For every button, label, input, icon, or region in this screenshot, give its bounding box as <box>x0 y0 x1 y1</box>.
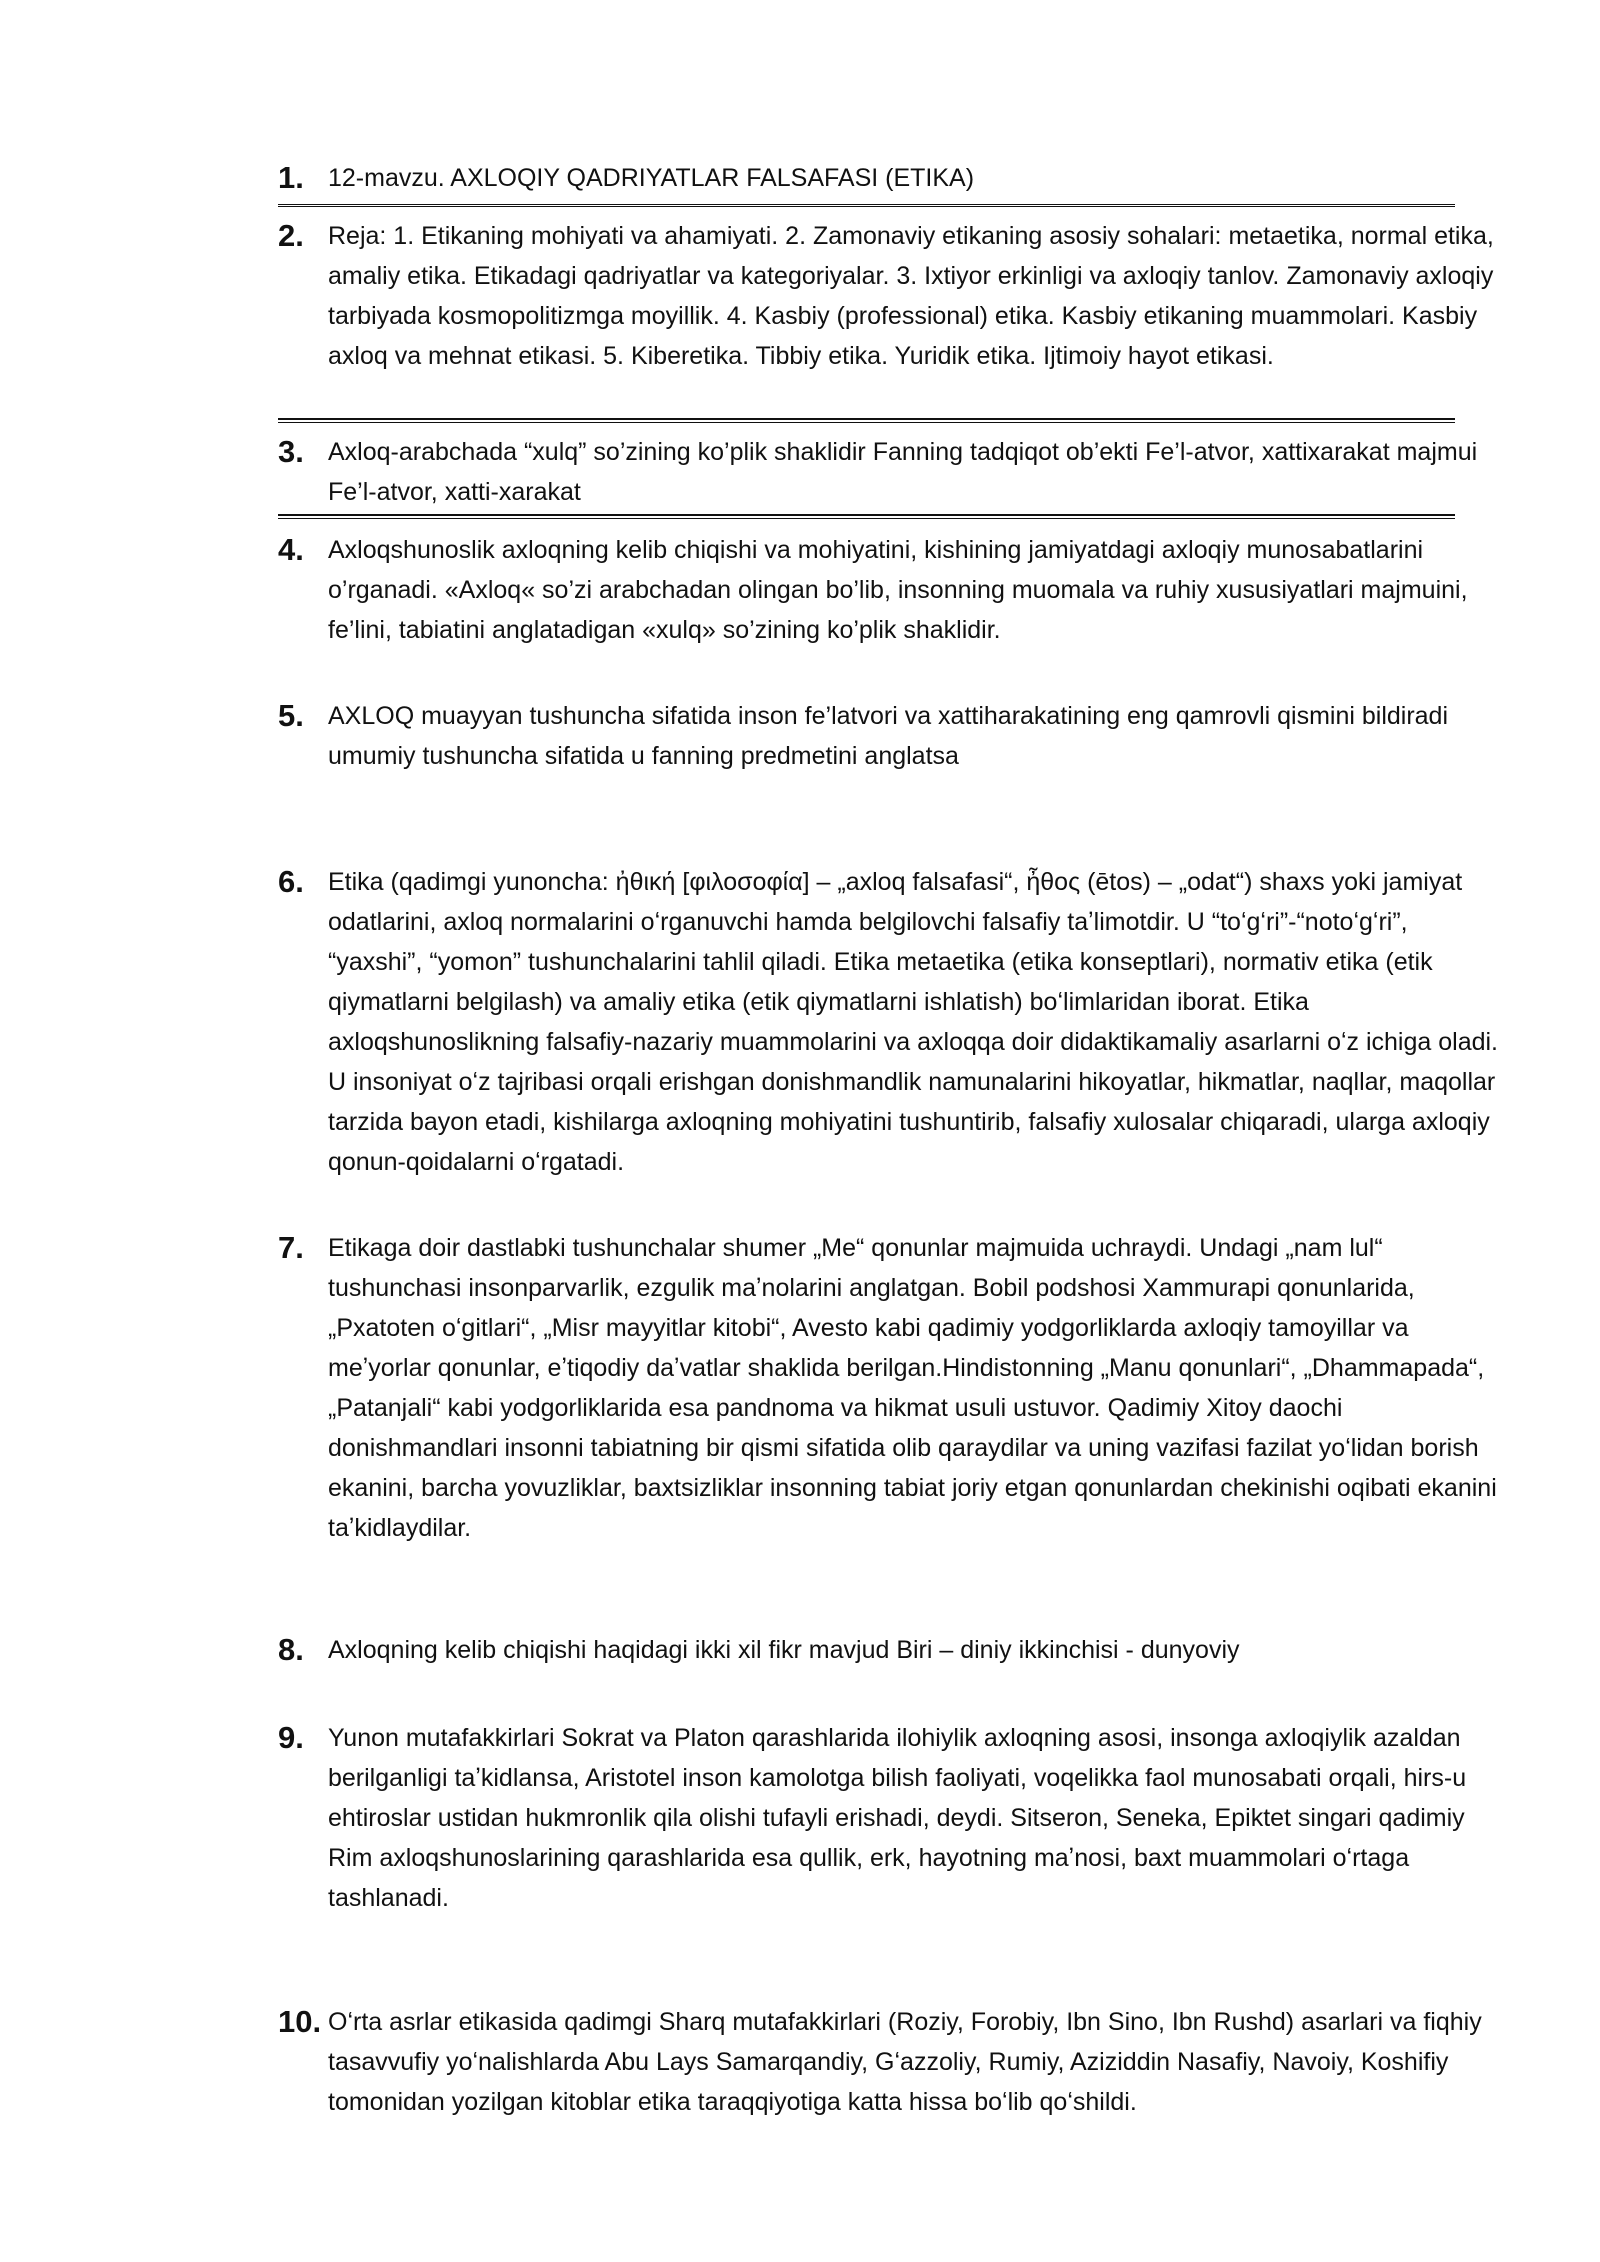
list-item-5 <box>278 696 1500 776</box>
item-text: Yunon mutafakkirlari Sokrat va Platon qarashlarida ilohiylik axloqning asosi, insonga axloqiylik azaldan berilganligi taʼkidlansa, Aristotel inson kamolotga bilish faoliyati, voqelikka faol munosabati orqali, hirs-u ehtiroslar ustidan hukmronlik qila olishi tufayli erishadi, deydi. Sitseron, Seneka, Epiktet singari qadimiy Rim axloqshunoslarining qarashlarida esa qullik, erk, hayotning maʼnosi, baxt muammolari oʻrtaga tashlanadi. <box>328 1724 1467 1912</box>
item-number: 9. <box>278 1720 304 1755</box>
item-number: 7. <box>278 1230 304 1265</box>
list-item-6 <box>278 862 1500 1182</box>
item-number: 5. <box>278 698 304 733</box>
list-item-8 <box>278 1630 1500 1670</box>
item-text: Reja: 1. Etikaning mohiyati va ahamiyati. 2. Zamonaviy etikaning asosiy sohalari: metaetika, normal etika, amaliy etika. Etikadagi qadriyatlar va kategoriyalar. 3. Ixtiyor erkinligi va axloqiy tanlov. Zamonaviy axloqiy tarbiyada kosmopolitizmga moyillik. 4. Kasbiy (professional) etika. Kasbiy etikaning muammolari. Kasbiy axloq va mehnat etikasi. 5. Kiberetika. Tibbiy etika. Yuridik etika. Ijtimoiy hayot etikasi. <box>328 222 1494 370</box>
list-item-3 <box>278 432 1500 512</box>
item-text: Etika (qadimgi yunoncha: ἠθική [φιλοσοφία] – „axloq falsafasi“, ἦθος (ētos) – „odat“) shaxs yoki jamiyat odatlarini, axloq normalarini oʻrganuvchi hamda belgilovchi falsafiy taʼlimotdir. U “toʻgʻri”-“notoʻgʻri”, “yaxshi”, “yomon” tushunchalarini tahlil qiladi. Etika metaetika (etika konseptlari), normativ etika (etik qiymatlarni belgilash) va amaliy etika (etik qiymatlarni ishlatish) boʻlimlaridan iborat. Etika axloqshunoslikning falsafiy-nazariy muammolarini va axloqqa doir didaktikamaliy asarlarni oʻz ichiga oladi. U insoniyat oʻz tajribasi orqali erishgan donishmandlik namunalarini hikoyatlar, hikmatlar, naqllar, maqollar tarzida bayon etadi, kishilarga axloqning mohiyatini tushuntirib, falsafiy xulosalar chiqaradi, ularga axloqiy qonun-qoidalarni oʻrgatadi. <box>328 868 1499 1176</box>
item-text: Oʻrta asrlar etikasida qadimgi Sharq mutafakkirlari (Roziy, Forobiy, Ibn Sino, Ibn Rushd) asarlari va fiqhiy tasavvufiy yoʻnalishlarda Abu Lays Samarqandiy, Gʻazzoliy, Rumiy, Aziziddin Nasafiy, Navoiy, Koshifiy tomonidan yozilgan kitoblar etika taraqqiyotiga katta hissa boʻlib qoʻshildi. <box>328 2008 1482 2116</box>
list-item-7 <box>278 1228 1500 1548</box>
list-item-10 <box>278 2002 1500 2122</box>
item-text: Axloq-arabchada “xulq” so’zining ko’plik shaklidir Fanning tadqiqot ob’ekti Fe’l-atvor, xattixarakat majmui Fe’l-atvor, xatti-xarakat <box>328 438 1478 506</box>
item-number: 3. <box>278 434 304 469</box>
item-text: Axloqshunoslik axloqning kelib chiqishi va mohiyatini, kishining jamiyatdagi axloqiy munosabatlarini o’rganadi. «Axloq« so’zi arabchadan olingan bo’lib, insonning muomala va ruhiy xususiyatlari majmuini, fe’lini, tabiatini anglatadigan «xulq» so’zining ko’plik shaklidir. <box>328 536 1468 644</box>
list-item-1 <box>278 158 1500 198</box>
item-number: 1. <box>278 160 304 195</box>
list-item-2 <box>278 216 1500 376</box>
item-number: 10. <box>278 2004 322 2039</box>
separator-line <box>278 514 1455 519</box>
separator-line <box>278 204 1455 207</box>
item-text: AXLOQ muayyan tushuncha sifatida inson fe’latvori va xattiharakatining eng qamrovli qismini bildiradi umumiy tushuncha sifatida u fanning predmetini anglatsa <box>328 702 1449 770</box>
item-number: 2. <box>278 218 304 253</box>
list-item-9 <box>278 1718 1500 1918</box>
item-number: 4. <box>278 532 304 567</box>
item-number: 8. <box>278 1632 304 1667</box>
item-text: Axloqning kelib chiqishi haqidagi ikki xil fikr mavjud Biri – diniy ikkinchisi - dunyoviy <box>328 1636 1240 1664</box>
item-text: 12-mavzu. AXLOQIY QADRIYATLAR FALSAFASI (ETIKA) <box>328 164 975 192</box>
separator-line <box>278 418 1455 423</box>
item-number: 6. <box>278 864 304 899</box>
list-item-4 <box>278 530 1500 650</box>
item-text: Etikaga doir dastlabki tushunchalar shumer „Me“ qonunlar majmuida uchraydi. Undagi „nam lul“ tushunchasi insonparvarlik, ezgulik maʼnolarini anglatgan. Bobil podshosi Xammurapi qonunlarida, „Pxatoten oʻgitlari“, „Misr mayyitlar kitobi“, Avesto kabi qadimiy yodgorliklarda axloqiy tamoyillar va meʼyorlar qonunlar, eʼtiqodiy daʼvatlar shaklida berilgan.Hindistonning „Manu qonunlari“, „Dhammapada“, „Patanjali“ kabi yodgorliklarida esa pandnoma va hikmat usuli ustuvor. Qadimiy Xitoy daochi donishmandlari insonni tabiatning bir qismi sifatida olib qaraydilar va uning vazifasi fazilat yoʻlidan borish ekanini, barcha yovuzliklar, baxtsizliklar insonning tabiat joriy etgan qonunlardan chekinishi oqibati ekanini taʼkidlaydilar. <box>328 1234 1497 1542</box>
